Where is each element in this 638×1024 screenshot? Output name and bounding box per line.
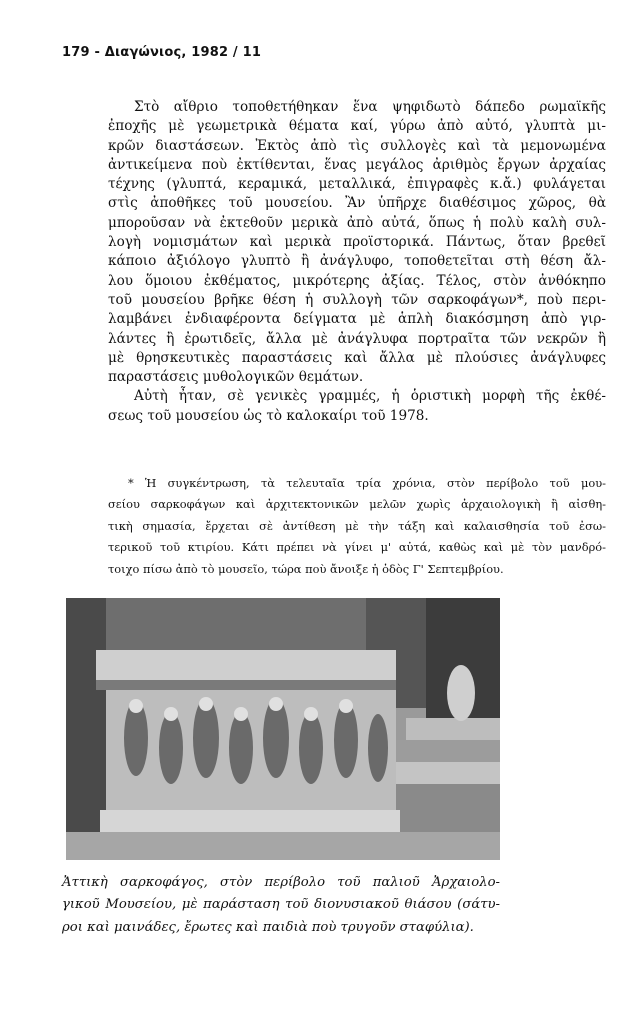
text-line: λάντες ἢ ἐρωτιδεῖς, ἄλλα μὲ ἀνάγλυφα πορτραῖτα τῶν νεκρῶν ἢ: [108, 330, 606, 347]
text-line: μὲ θρησκευτικὲς παραστάσεις καὶ ἄλλα μὲ πλούσιες ἀνάγλυφες: [108, 349, 606, 366]
footnote-line: * Ἡ συγκέντρωση, τὰ τελευταῖα τρία χρόνια, στὸν περίβολο τοῦ μου-: [128, 476, 606, 490]
footnote-line: τικὴ σημασία, ἔρχεται σὲ ἀντίθεση μὲ τὴν τάξη καὶ καλαισθησία τοῦ ἐσω-: [108, 518, 606, 533]
text-line: στὶς ἀποθῆκες τοῦ μουσείου. Ἂν ὑπῆρχε διαθέσιμος χῶρος, θὰ: [108, 195, 606, 212]
text-line: ἀντικείμενα ποὺ ἐκτίθενται, ἕνας μεγάλος ἀριθμὸς ἔργων ἀρχαίας: [108, 156, 606, 173]
text-line: Αὐτὴ ἦταν, σὲ γενικὲς γραμμές, ἡ ὁριστικὴ μορφὴ τῆς ἐκθέ-: [134, 388, 606, 405]
caption-line: Ἀττικὴ σαρκοφάγος, στὸν περίβολο τοῦ παλιοῦ Ἀρχαιολο-: [62, 875, 500, 890]
text-line: μποροῦσαν νὰ ἐκτεθοῦν μερικὰ ἀπὸ αὐτά, ὅπως ἡ πολὺ καλὴ συλ-: [108, 214, 606, 231]
text-line: σεως τοῦ μουσείου ὡς τὸ καλοκαίρι τοῦ 1978.: [108, 407, 429, 424]
text-line: τοῦ μουσείου βρῆκε θέση ἡ συλλογὴ τῶν σαρκοφάγων*, ποὺ περι-: [108, 291, 606, 308]
caption-line: γικοῦ Μουσείου, μὲ παράσταση τοῦ διονυσιακοῦ θιάσου (σάτυ-: [62, 897, 500, 913]
text-line: Στὸ αἴθριο τοποθετήθηκαν ἕνα ψηφιδωτὸ δάπεδο ρωμαϊκῆς: [134, 99, 606, 115]
photo-caption: [62, 872, 500, 939]
sarcophagus-photo-graphic: [66, 598, 500, 860]
text-line: ἐποχῆς μὲ γεωμετρικὰ θέματα καί, γύρω ἀπὸ αὐτό, γλυπτὰ μι-: [108, 118, 606, 135]
sarcophagus-photo: [66, 598, 500, 860]
text-line: κάποιο ἀξιόλογο γλυπτὸ ἢ ἀνάγλυφο, τοποθετεῖται στὴ θέση ἄλ-: [108, 253, 606, 270]
text-line: τέχνης (γλυπτά, κεραμικά, μεταλλικά, ἐπιγραφὲς κ.ἄ.) φυλάγεται: [108, 176, 606, 193]
footnote: [108, 473, 606, 580]
text-line: λου ὅμοιου ἐκθέματος, μικρότερης ἀξίας. Τέλος, στὸν ἀνθόκηπο: [108, 272, 606, 289]
text-line: λαμβάνει ἐνδιαφέροντα δείγματα μὲ ἁπλὴ διακόσμηση ἀπὸ γιρ-: [108, 311, 606, 328]
caption-line: ροι καὶ μαινάδες, ἔρωτες καὶ παιδιὰ ποὺ τρυγοῦν σταφύλια).: [62, 919, 474, 935]
text-line: παραστάσεις μυθολογικῶν θεμάτων.: [108, 369, 364, 386]
article-body: [108, 98, 606, 426]
footnote-line: σείου σαρκοφάγων καὶ ἀρχιτεκτονικῶν μελῶν χωρὶς ἀρχαιολογικὴ ἢ αἰσθη-: [108, 497, 606, 512]
text-line: λογὴ νομισμάτων καὶ μερικὰ προϊστορικά. Πάντως, ὅταν βρεθεῖ: [108, 234, 606, 251]
text-line: κρῶν διαστάσεων. Ἐκτὸς ἀπὸ τὶς συλλογὲς καὶ τὰ μεμονωμένα: [108, 137, 606, 154]
footnote-line: τερικοῦ τοῦ κτιρίου. Κάτι πρέπει νὰ γίνει μ' αὐτά, καθὼς καὶ μὲ τὸν μανδρό-: [108, 540, 606, 555]
footnote-line: τοιχο πίσω ἀπὸ τὸ μουσεῖο, τώρα ποὺ ἄνοιξε ἡ ὁδὸς Γ' Σεπτεμβρίου.: [108, 561, 504, 576]
page-header: 179 - Διαγώνιος, 1982 / 11: [62, 45, 262, 60]
